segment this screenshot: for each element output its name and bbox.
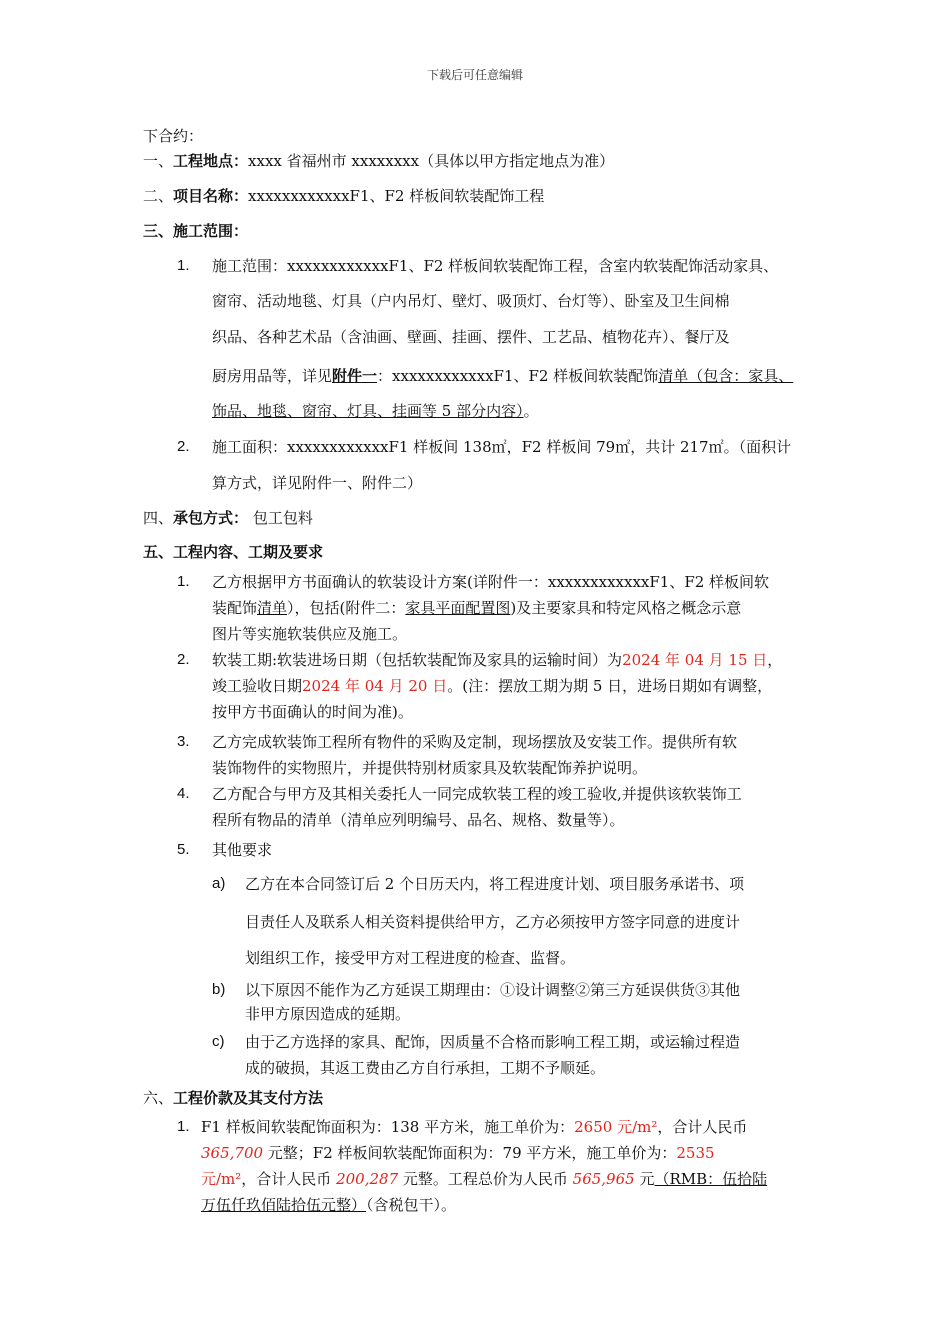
s5-sub-c-line-1: 由于乙方选择的家具、配饰，因质量不合格而影响工程工期，或运输过程造 — [245, 1033, 741, 1051]
s5-item-2-line-1 — [212, 650, 782, 670]
section-1-text: xxxx 省福州市 xxxxxxxx（具体以甲方指定地点为准） — [248, 152, 615, 170]
s3-item-1-line-4-c: ：xxxxxxxxxxxxF1、F2 样板间软装配饰 — [377, 367, 659, 385]
s5-sub-c-line-2: 成的破损，其返工费由乙方自行承担，工期不予顺延。 — [245, 1059, 606, 1077]
section-6-label: 工程价款及其支付方法 — [173, 1089, 324, 1107]
s6-item-1-line-1-c: ，合计人民币 — [657, 1118, 748, 1136]
s5-item-1-line-1: 乙方根据甲方书面确认的软装设计方案(详附件一：xxxxxxxxxxxxF1、F2 样板间软 — [212, 573, 770, 591]
s3-item-2-line-1: 施工面积：xxxxxxxxxxxxF1 样板间 138㎡，F2 样板间 79㎡，共计 217㎡。（面积计 — [212, 438, 792, 456]
s5-item-4-line-1: 乙方配合与甲方及其相关委托人一同完成软装工程的竣工验收,并提供该软装饰工 — [212, 785, 742, 803]
s6-item-1-number: 1. — [177, 1118, 190, 1135]
s5-item-2-line-2 — [212, 676, 772, 696]
s3-item-1-line-5-b: 。 — [523, 402, 539, 420]
s3-item-1-line-1: 施工范围：xxxxxxxxxxxxF1、F2 样板间软装配饰工程，含室内软装配饰活动家具、 — [212, 257, 779, 275]
s3-item-1-line-4-a: 厨房用品等，详见 — [212, 367, 333, 385]
s5-sub-b-line-2: 非甲方原因造成的延期。 — [245, 1005, 411, 1023]
f1-total: 365,700 — [201, 1144, 264, 1162]
f2-unit-price-unit: 元/m² — [201, 1170, 242, 1188]
s3-item-1-line-4-d: 清单（包含：家具、 — [658, 367, 794, 385]
grand-total-words-1: （RMB：伍拾陆 — [654, 1170, 768, 1188]
section-4-label: 承包方式： — [173, 509, 249, 527]
page-header: 下载后可任意编辑 — [426, 68, 523, 82]
s3-item-1-number: 1. — [177, 257, 190, 274]
s5-sub-b-label: b) — [212, 981, 226, 998]
s3-item-2-number: 2. — [177, 438, 190, 455]
s5-item-5-number: 5. — [177, 841, 190, 858]
s5-item-2-number: 2. — [177, 651, 190, 668]
s5-sub-a-line-3: 划组织工作，接受甲方对工程进度的检查、监督。 — [245, 949, 576, 967]
section-2-project-name — [143, 186, 544, 206]
s5-item-1-line-2 — [212, 598, 741, 618]
section-1-prefix: 一、 — [143, 152, 174, 170]
s5-item-1-number: 1. — [177, 573, 190, 590]
s6-item-1-line-3-f: 元 — [634, 1170, 655, 1188]
s6-item-1-line-1-a: F1 样板间软装配饰面积为：138 平方米，施工单价为： — [201, 1118, 575, 1136]
completion-date: 2024 年 04 月 20 日 — [302, 677, 448, 695]
entry-date: 2024 年 04 月 15 日 — [622, 651, 768, 669]
s6-item-1-line-3-d: 元整。工程总价为人民币 — [398, 1170, 573, 1188]
s5-item-3-line-2: 装饰物件的实物照片，并提供特别材质家具及软装配饰养护说明。 — [212, 759, 648, 777]
s5-item-2-line-1-a: 软装工期:软装进场日期（包括软装配饰及家具的运输时间）为 — [212, 651, 623, 669]
section-6-title — [143, 1088, 323, 1108]
s5-item-1-line-2-e: )及主要家具和特定风格之概念示意 — [510, 599, 742, 617]
section-2-prefix: 二、 — [143, 187, 174, 205]
section-2-label: 项目名称： — [173, 187, 249, 205]
annex-2-link: 家具平面配置图 — [405, 599, 511, 617]
s6-item-1-line-4-b: （含税包干）。 — [366, 1196, 457, 1214]
s5-item-4-line-2: 程所有物品的清单（清单应列明编号、品名、规格、数量等）。 — [212, 811, 625, 829]
f2-unit-price: 2535 — [676, 1144, 715, 1162]
s6-item-1-line-3 — [201, 1169, 767, 1189]
s3-item-1-line-2: 窗帘、活动地毯、灯具（户内吊灯、壁灯、吸顶灯、台灯等）、卧室及卫生间棉 — [212, 292, 730, 310]
f1-unit-price: 2650 元/m² — [574, 1118, 658, 1136]
s5-item-1-line-2-c: ），包括(附件二： — [287, 599, 406, 617]
s5-sub-c-label: c) — [212, 1033, 225, 1050]
s6-item-1-line-3-b: ，合计人民币 — [241, 1170, 337, 1188]
section-6-prefix: 六、 — [143, 1089, 174, 1107]
s3-item-1-line-5-a: 饰品、地毯、窗帘、灯具、挂画等 5 部分内容） — [212, 402, 524, 420]
s6-item-1-line-2 — [201, 1143, 715, 1163]
grand-total-words-2: 万伍仟玖佰陆拾伍元整） — [201, 1196, 367, 1214]
section-4-prefix: 四、 — [143, 509, 174, 527]
s5-item-1-line-2-b: 清单 — [257, 599, 288, 617]
section-1-label: 工程地点： — [173, 152, 249, 170]
s6-item-1-line-2-b: 元整；F2 样板间软装配饰面积为：79 平方米，施工单价为： — [263, 1144, 677, 1162]
annex-1-link: 附件一 — [332, 367, 378, 385]
s5-item-2-line-1-c: ， — [767, 651, 783, 669]
s3-item-1-line-4 — [212, 366, 793, 386]
s5-sub-a-line-2: 目责任人及联系人相关资料提供给甲方，乙方必须按甲方签字同意的进度计 — [245, 913, 741, 931]
s5-item-2-line-2-c: 。(注：摆放工期为期 5 日，进场日期如有调整， — [447, 677, 773, 695]
s5-sub-b-line-1: 以下原因不能作为乙方延误工期理由：①设计调整②第三方延误供货③其他 — [245, 981, 741, 999]
s6-item-1-line-4 — [201, 1195, 456, 1215]
section-3-title: 三、施工范围： — [143, 222, 249, 240]
s3-item-1-line-5 — [212, 401, 539, 421]
s5-item-4-number: 4. — [177, 785, 190, 802]
f2-total: 200,287 — [336, 1170, 399, 1188]
section-2-text: xxxxxxxxxxxxF1、F2 样板间软装配饰工程 — [248, 187, 545, 205]
s3-item-2-line-2: 算方式，详见附件一、附件二） — [212, 474, 423, 492]
grand-total: 565,965 — [572, 1170, 635, 1188]
s5-item-1-line-3: 图片等实施软装供应及施工。 — [212, 625, 408, 643]
s5-sub-a-line-1: 乙方在本合同签订后 2 个日历天内，将工程进度计划、项目服务承诺书、项 — [245, 875, 745, 893]
s5-item-3-line-1: 乙方完成软装饰工程所有物件的采购及定制，现场摆放及安装工作。提供所有软 — [212, 733, 738, 751]
s3-item-1-line-3: 织品、各种艺术品（含油画、壁画、挂画、摆件、工艺品、植物花卉）、餐厅及 — [212, 328, 730, 346]
section-4-text: 包工包料 — [252, 509, 313, 527]
section-5-title: 五、工程内容、工期及要求 — [143, 543, 324, 561]
intro-line: 下合约： — [143, 127, 204, 145]
s5-item-3-number: 3. — [177, 733, 190, 750]
s5-item-1-line-2-a: 装配饰 — [212, 599, 258, 617]
s5-item-5-text: 其他要求 — [212, 841, 273, 859]
s5-item-2-line-3: 按甲方书面确认的时间为准)。 — [212, 703, 413, 721]
s5-item-2-line-2-a: 竣工验收日期 — [212, 677, 303, 695]
s5-sub-a-label: a) — [212, 875, 226, 892]
section-4-contract-mode — [143, 508, 313, 528]
section-1-location — [143, 151, 614, 171]
s6-item-1-line-1 — [201, 1117, 747, 1137]
